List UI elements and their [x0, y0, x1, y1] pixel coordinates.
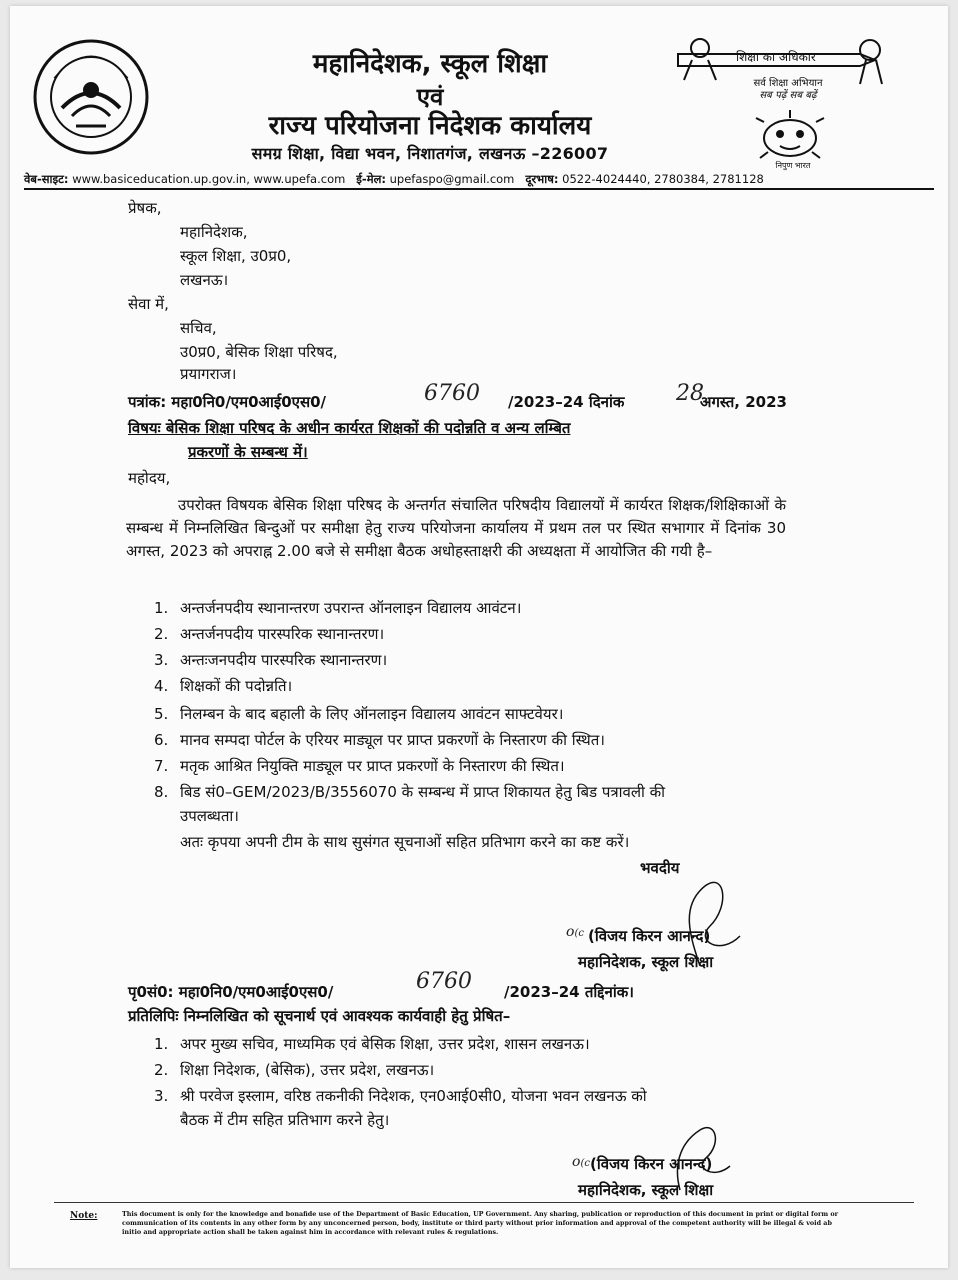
shiksha-ka-adhikar-text: शिक्षा का अधिकार: [736, 50, 816, 64]
point-number: 4.: [154, 677, 169, 695]
sender-line: स्कूल शिक्षा, उ0प्र0,: [180, 247, 292, 265]
list-item: [154, 730, 605, 750]
web-links[interactable]: www.basiceducation.up.gov.in, www.upefa.com: [72, 172, 346, 186]
list-item: [154, 624, 384, 644]
subject-line1: विषयः बेसिक शिक्षा परिषद के अधीन कार्यरत शिक्षकों की पदोन्नति व अन्य लम्बित: [128, 419, 571, 437]
sender-line: महानिदेशक,: [180, 223, 248, 241]
list-item: [154, 704, 563, 724]
copy-ref-prefix: पृ0सं0: महा0नि0/एम0आई0एस0/: [128, 983, 334, 1001]
sender-line: लखनऊ।: [180, 271, 229, 289]
recipient-line: उ0प्र0, बेसिक शिक्षा परिषद,: [180, 343, 338, 361]
header-divider: [24, 188, 934, 190]
abhiyan-line1: सर्व शिक्षा अभियान: [753, 78, 823, 89]
list-item: [154, 676, 292, 696]
list-item: [154, 1034, 590, 1054]
point-number: 3.: [154, 651, 169, 669]
point-text: निलम्बन के बाद बहाली के लिए ऑनलाइन विद्यालय आवंटन साफ्टवेयर।: [180, 705, 564, 723]
point-text: मानव सम्पदा पोर्टल के एरियर माड्यूल पर प्राप्त प्रकरणों के निस्तारण की स्थित।: [180, 731, 605, 749]
web-label: वेब-साइट:: [24, 172, 69, 186]
body-paragraph: उपरोक्त विषयक बेसिक शिक्षा परिषद के अन्तर्गत संचालित परिषदीय विद्यालयों में कार्यरत शिक्षक/शिक्षिकाओं के सम्बन्ध में निम्नलिखित बिन्दुओं पर समीक्षा हेतु राज्य परियोजना कार्यालय में प्रथम तल पर स्थित सभागार में दिनांक 30 अगस्त, 2023 को अपराह्न 2.00 बजे से समीक्षा बैठक अधोहस्ताक्षरी की अध्यक्षता में आयोजित की गयी है–: [126, 496, 786, 560]
copy-ref-suffix: /2023–24 तद्दिनांक।: [504, 983, 634, 1001]
ref-suffix: अगस्त, 2023: [700, 393, 787, 411]
list-item: [154, 1060, 434, 1080]
copy-heading: प्रतिलिपिः निम्नलिखित को सूचनार्थ एवं आवश्यक कार्यवाही हेतु प्रेषित–: [128, 1007, 511, 1025]
copy-text: अपर मुख्य सचिव, माध्यमिक एवं बेसिक शिक्षा, उत्तर प्रदेश, शासन लखनऊ।: [180, 1035, 590, 1053]
ref-middle: /2023–24 दिनांक: [508, 393, 625, 411]
list-item: [154, 1086, 647, 1106]
ref-number-handwritten: 6760: [424, 381, 480, 406]
copy-text: शिक्षा निदेशक, (बेसिक), उत्तर प्रदेश, लखनऊ।: [180, 1061, 435, 1079]
list-item: [154, 756, 565, 776]
header-line1: महानिदेशक, स्कूल शिक्षा: [312, 49, 548, 79]
email-link[interactable]: upefaspo@gmail.com: [389, 172, 515, 186]
up-sarkar-seal-icon: [32, 38, 150, 156]
list-item: [154, 598, 521, 618]
list-item-continuation: बैठक में टीम सहित प्रतिभाग करने हेतु।: [180, 1111, 390, 1129]
point-text: शिक्षकों की पदोन्नति।: [180, 677, 293, 695]
copy-number: 2.: [154, 1061, 169, 1079]
phone-label: दूरभाष:: [525, 172, 559, 186]
point-number: 7.: [154, 757, 169, 775]
point-number: 2.: [154, 625, 169, 643]
recipient-line: प्रयागराज।: [180, 365, 237, 383]
point-number: 1.: [154, 599, 169, 617]
copy-number: 1.: [154, 1035, 169, 1053]
point-text: अन्तर्जनपदीय पारस्परिक स्थानान्तरण।: [180, 625, 385, 643]
abhiyan-line2: सब पढ़ें सब बढ़ें: [759, 90, 817, 101]
recipient-label: सेवा में,: [128, 295, 169, 313]
header-line2: एवं: [416, 83, 444, 111]
email-label: ई-मेल:: [356, 172, 386, 186]
signatory-title: महानिदेशक, स्कूल शिक्षा: [578, 1181, 714, 1199]
subject-line2: प्रकरणों के सम्बन्ध में।: [188, 443, 308, 461]
phone-numbers: 0522-4024440, 2780384, 2781128: [562, 172, 764, 186]
point-number: 5.: [154, 705, 169, 723]
contact-line: [24, 172, 934, 187]
header-line3: राज्य परियोजना निदेशक कार्यालय: [268, 111, 592, 141]
list-item: [154, 782, 665, 802]
nipun-bharat-text: निपुण भारत: [775, 161, 811, 170]
signatory-title: महानिदेशक, स्कूल शिक्षा: [578, 953, 714, 971]
copy-ref-number-handwritten: 6760: [416, 969, 472, 994]
point-text: बिड सं0–GEM/2023/B/3556070 के सम्बन्ध में प्राप्त शिकायत हेतु बिड पत्रावली की: [180, 783, 666, 801]
footer-divider: [54, 1202, 914, 1203]
note-label: Note:: [70, 1211, 98, 1221]
letter-page: [10, 6, 948, 1268]
signature-initials: o(c: [566, 924, 584, 940]
ref-date-handwritten: 28: [676, 381, 704, 406]
point-number: 8.: [154, 783, 169, 801]
signatory-name: (विजय किरन आनन्द): [590, 1155, 713, 1173]
closing-request: अतः कृपया अपनी टीम के साथ सुसंगत सूचनाओं सहित प्रतिभाग करने का कष्ट करें।: [180, 833, 630, 851]
header-line4: समग्र शिक्षा, विद्या भवन, निशातगंज, लखनऊ –226007: [251, 144, 609, 163]
signature-initials: o(c: [572, 1154, 590, 1170]
recipient-line: सचिव,: [180, 319, 217, 337]
signoff: भवदीय: [640, 859, 680, 877]
copy-number: 3.: [154, 1087, 169, 1105]
point-number: 6.: [154, 731, 169, 749]
point-text: मतृक आश्रित नियुक्ति माड्यूल पर प्राप्त प्रकरणों के निस्तारण की स्थित।: [180, 757, 565, 775]
copy-text: श्री परवेज इस्लाम, वरिष्ठ तकनीकी निदेशक, एन0आई0सी0, योजना भवन लखनऊ को: [180, 1087, 647, 1105]
ref-prefix: पत्रांक: महा0नि0/एम0आई0एस0/: [128, 393, 326, 411]
signatory-name: (विजय किरन आनन्द): [588, 927, 711, 945]
point-text: अन्तःजनपदीय पारस्परिक स्थानान्तरण।: [180, 651, 388, 669]
note-text: This document is only for the knowledge and bonafide use of the Department of Basic Education, UP Government. Any sharing, publication or reproduction of this document in print or digital form or communication of its contents in any other form by any unconcerned person, body, institute or third party without prior information and approval of the competent authority will be illegal & void ab initio and appropriate action shall be taken against him in accordance with relevant rules & regulations.: [122, 1210, 839, 1236]
list-item: [154, 650, 387, 670]
sarva-shiksha-abhiyan: [728, 78, 848, 102]
point-text: अन्तर्जनपदीय स्थानान्तरण उपरान्त ऑनलाइन विद्यालय आवंटन।: [180, 599, 522, 617]
salutation: महोदय,: [128, 469, 171, 487]
list-item-continuation: उपलब्धता।: [180, 807, 239, 825]
sender-label: प्रेषक,: [128, 199, 162, 217]
